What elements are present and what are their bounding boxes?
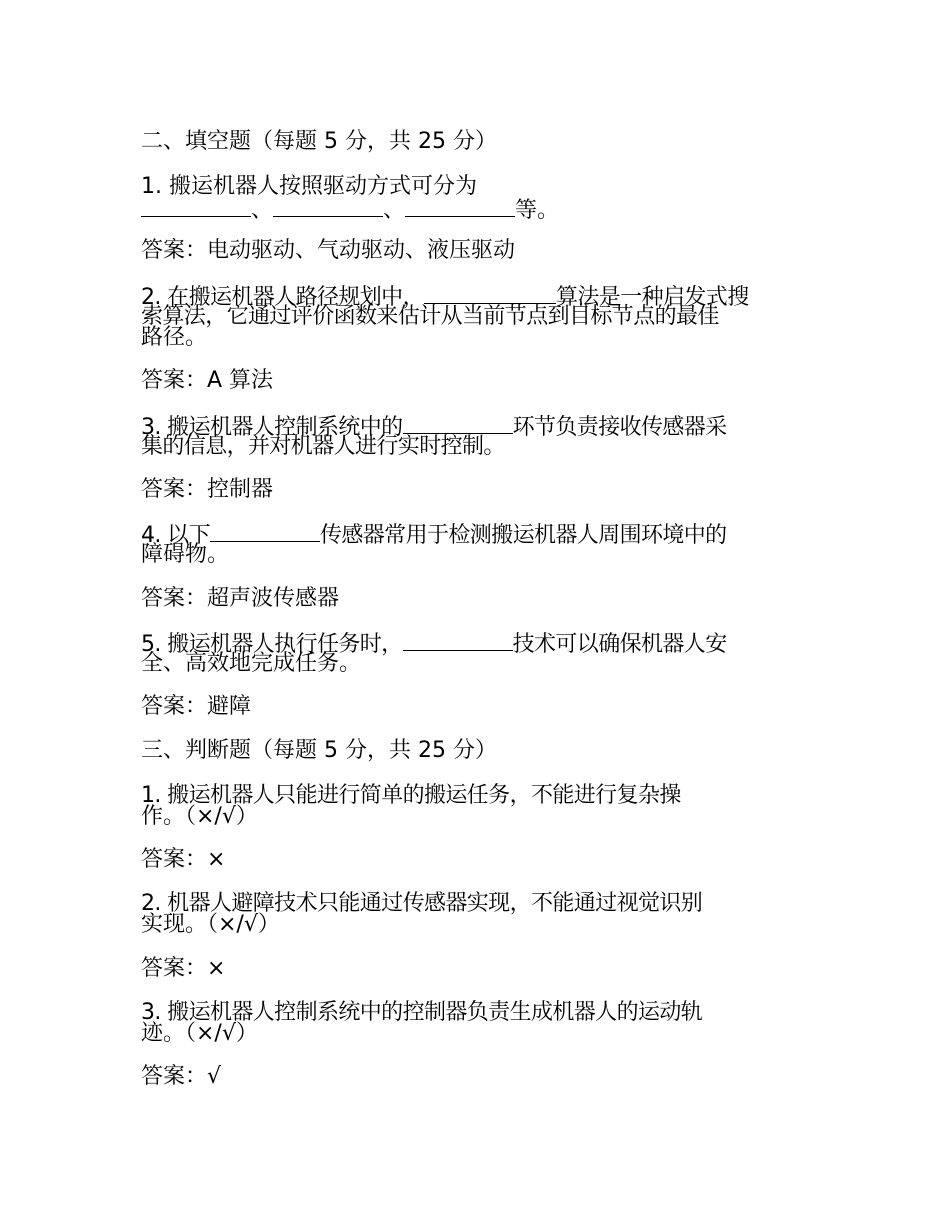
judge-question-3-line2: 迹。（×/√） — [141, 1021, 258, 1046]
judge-question-2-line2: 实现。（×/√） — [141, 912, 280, 937]
judge-question-3-line1: 3. 搬运机器人控制系统中的控制器负责生成机器人的运动轨 — [141, 1000, 703, 1025]
fill-question-1-line2: 、 、 等。 — [141, 196, 559, 224]
fill-answer-1: 答案：电动驱动、气动驱动、液压驱动 — [141, 238, 516, 263]
answer-blank — [273, 196, 383, 217]
fill-question-3-line1: 3. 搬运机器人控制系统中的 环节负责接收传感器采 — [141, 415, 727, 440]
judge-answer-2: 答案：× — [141, 956, 226, 981]
judge-question-2-line1: 2. 机器人避障技术只能通过传感器实现，不能通过视觉识别 — [141, 891, 703, 916]
section-heading-fill: 二、填空题（每题 5 分，共 25 分） — [141, 129, 497, 154]
judge-question-1-line1: 1. 搬运机器人只能进行简单的搬运任务，不能进行复杂操 — [141, 783, 681, 808]
answer-blank — [405, 196, 515, 217]
fill-question-3-line2: 集的信息，并对机器人进行实时控制。 — [141, 434, 505, 459]
fill-answer-5: 答案：避障 — [141, 694, 252, 719]
answer-blank — [403, 630, 513, 651]
judge-answer-1: 答案：× — [141, 847, 226, 872]
fill-question-5-line1: 5. 搬运机器人执行任务时， 技术可以确保机器人安 — [141, 632, 727, 657]
answer-blank — [424, 283, 556, 304]
fill-answer-2: 答案：A 算法 — [141, 368, 274, 393]
fill-question-2-line2: 索算法，它通过评价函数来估计从当前节点到目标节点的最佳 — [141, 304, 719, 329]
judge-answer-3: 答案：√ — [141, 1064, 222, 1089]
fill-question-2-line3: 路径。 — [141, 325, 208, 350]
fill-question-1-line1: 1. 搬运机器人按照驱动方式可分为 — [141, 174, 477, 199]
answer-blank — [210, 521, 320, 542]
judge-question-1-line2: 作。（×/√） — [141, 804, 258, 829]
fill-answer-4: 答案：超声波传感器 — [141, 586, 340, 611]
fill-question-4-line2: 障碍物。 — [141, 542, 230, 567]
answer-blank — [403, 413, 513, 434]
fill-question-4-line1: 4. 以下 传感器常用于检测搬运机器人周围环境中的 — [141, 523, 727, 548]
section-heading-judge: 三、判断题（每题 5 分，共 25 分） — [141, 738, 497, 763]
fill-question-5-line2: 全、高效地完成任务。 — [141, 651, 362, 676]
fill-question-2-line1: 2. 在搬运机器人路径规划中， 算法是一种启发式搜 — [141, 285, 749, 310]
fill-answer-3: 答案：控制器 — [141, 477, 274, 502]
answer-blank — [141, 196, 251, 217]
